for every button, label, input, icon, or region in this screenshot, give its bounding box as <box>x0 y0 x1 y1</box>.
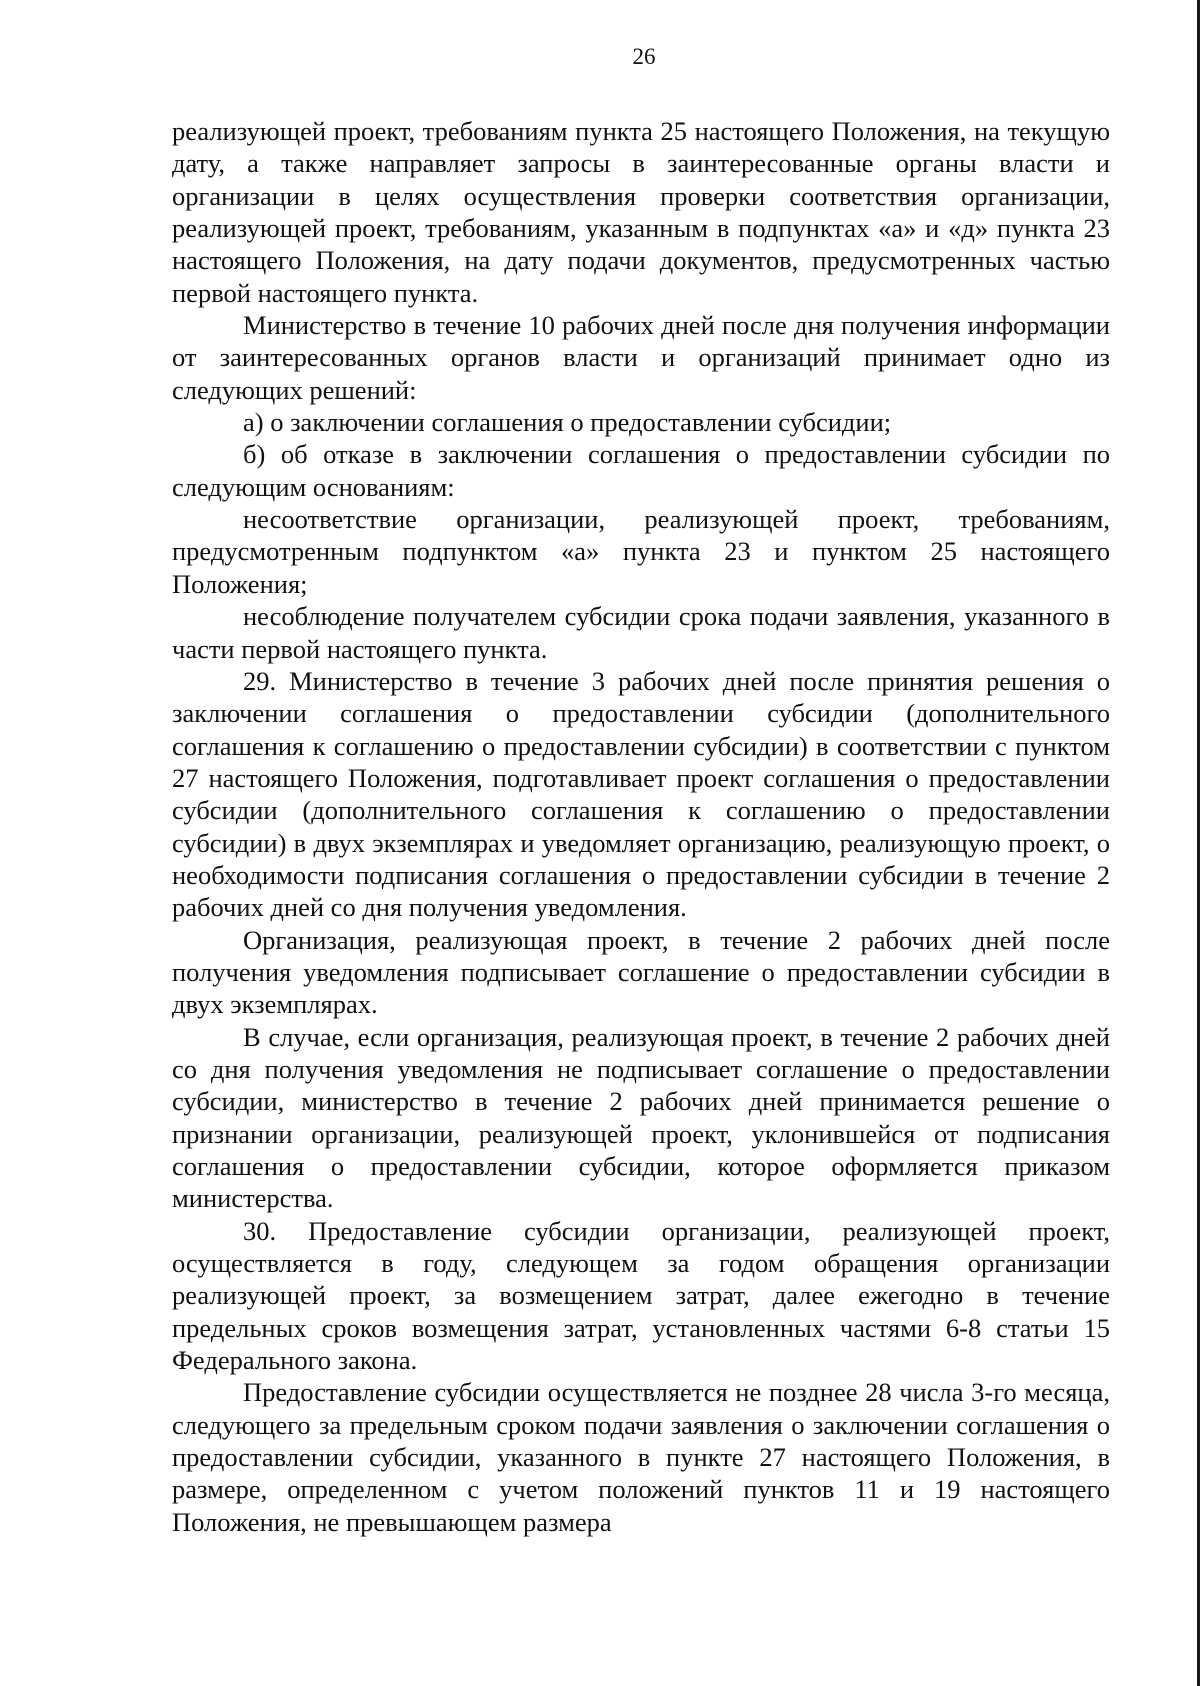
paragraph-option-a: а) о заключении соглашения о предоставлении субсидии; <box>243 407 892 438</box>
paragraph-ground-mismatch: несоответствие организации, реализующей проект, требованиям, предусмотренным подпунктом «а» пункта 23 и пунктом 25 настоящего Положения; <box>172 504 1110 599</box>
document-body <box>172 115 1110 1538</box>
paragraph-ground-deadline: несоблюдение получателем субсидии срока подачи заявления, указанного в части первой настоящего пункта. <box>172 601 1110 664</box>
paragraph-refusal-case: В случае, если организация, реализующая проект, в течение 2 рабочих дней со дня получения уведомления не подписывает соглашение о предоставлении субсидии, министерство в течение 2 рабочих дней принимается решение о признании организации, реализующей проект, уклонившейся от подписания соглашения о предоставлении субсидии, которое оформляется приказом министерства. <box>172 1021 1110 1214</box>
page-number: 26 <box>632 44 656 69</box>
paragraph-ministry-decision: Министерство в течение 10 рабочих дней после дня получения информации от заинтересованных органов власти и организаций принимает одно из следующих решений: <box>172 310 1110 405</box>
paragraph-continuation: реализующей проект, требованиям пункта 25 настоящего Положения, на текущую дату, а также направляет запросы в заинтересованные органы власти и организации в целях осуществления проверки соответствия организации, реализующей проект, требованиям, указанным в подпунктах «а» и «д» пункта 23 настоящего Положения, на дату подачи документов, предусмотренных частью первой настоящего пункта. <box>172 116 1110 308</box>
paragraph-subsidy-timing: Предоставление субсидии осуществляется не позднее 28 числа 3-го месяца, следующего за предельным сроком подачи заявления о заключении соглашения о предоставлении субсидии, указанного в пункте 27 настоящего Положения, в размере, определенном с учетом положений пунктов 11 и 19 настоящего Положения, не превышающем размера <box>172 1377 1110 1537</box>
paragraph-option-b: б) об отказе в заключении соглашения о предоставлении субсидии по следующим основаниям: <box>172 439 1110 502</box>
paragraph-organization-signs: Организация, реализующая проект, в течение 2 рабочих дней после получения уведомления подписывает соглашение о предоставлении субсидии в двух экземплярах. <box>172 924 1110 1020</box>
paragraph-clause-29: 29. Министерство в течение 3 рабочих дней после принятия решения о заключении соглашения о предоставлении субсидии (дополнительного соглашения к соглашению о предоставлении субсидии) в соответствии с пунктом 27 настоящего Положения, подготавливает проект соглашения о предоставлении субсидии (дополнительного соглашения к соглашению о предоставлении субсидии) в двух экземплярах и уведомляет организацию, реализующую проект, о необходимости подписания соглашения о предоставлении субсидии в течение 2 рабочих дней со дня получения уведомления. <box>172 665 1110 923</box>
paragraph-clause-30: 30. Предоставление субсидии организации, реализующей проект, осуществляется в году, следующем за годом обращения организации реализующей проект, за возмещением затрат, далее ежегодно в течение предельных сроков возмещения затрат, установленных частями 6-8 статьи 15 Федерального закона. <box>172 1215 1110 1376</box>
